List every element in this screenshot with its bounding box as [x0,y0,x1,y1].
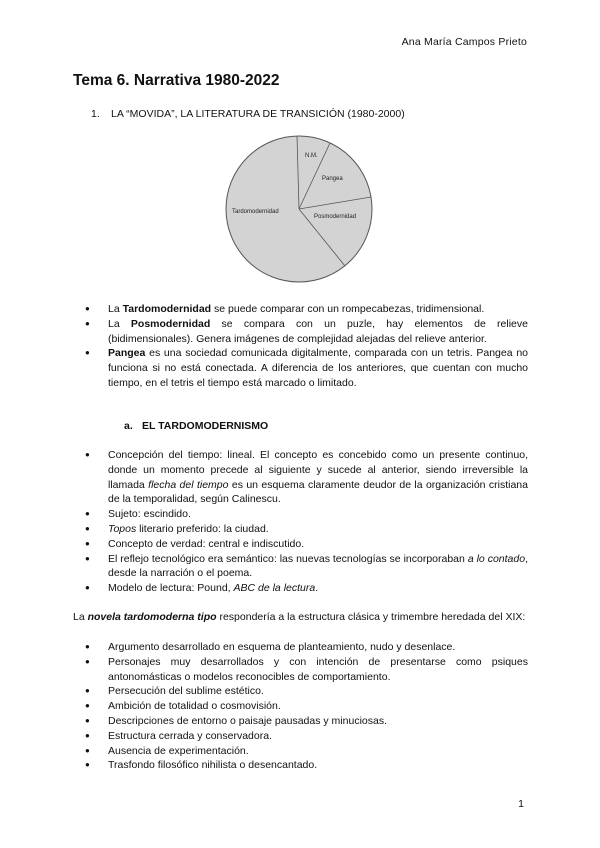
section-number: 1. [91,108,100,120]
list-item: ● Concepción del tiempo: lineal. El concepto es concebido como un presente continuo, donde un momento precede al siguiente y sucede al anterior, siendo irreversible la llamada flecha del tiempo es un esquema claramente deudor de la organización cristiana de la temporalidad, según Calinescu. [82,448,528,507]
list-item: ● Modelo de lectura: Pound, ABC de la lectura. [82,581,528,596]
subsection-letter: a. [124,420,133,432]
page-number: 1 [518,798,524,810]
list-item: ● Concepto de verdad: central e indiscutido. [82,537,528,552]
subsection-heading [124,420,268,432]
bullet-list-tardomodernismo [82,448,528,596]
list-item: ● Descripciones de entorno o paisaje pausadas y minuciosas. [82,714,528,729]
pie-label-pangea: Pangea [322,176,343,182]
intro-paragraph: La novela tardomoderna tipo respondería a la estructura clásica y trimembre heredada del XIX: [73,611,526,623]
section-title: LA “MOVIDA”, LA LITERATURA DE TRANSICIÓN (1980-2000) [111,108,405,120]
section-heading [91,108,405,120]
list-item: ● Estructura cerrada y conservadora. [82,729,528,744]
list-item: ● La Tardomodernidad se puede comparar con un rompecabezas, tridimensional. [82,302,528,317]
page-title: Tema 6. Narrativa 1980-2022 [73,72,280,89]
list-item: ● Sujeto: escindido. [82,507,528,522]
list-item: ● Trasfondo filosófico nihilista o desencantado. [82,758,528,773]
pie-diagram [224,134,374,284]
subsection-title: EL TARDOMODERNISMO [142,420,269,432]
list-item: ● Pangea es una sociedad comunicada digitalmente, comparada con un tetris. Pangea no funciona si no está conectada. A diferencia de los anteriores, que cuentan con mucho tiempo, en el tetris el tiempo está marcado o limitado. [82,346,528,390]
list-item: ● Ausencia de experimentación. [82,744,528,759]
list-item: ● La Posmodernidad se compara con un puzle, hay elementos de relieve (bidimensionales). Genera imágenes de complejidad alejadas del relieve anterior. [82,317,528,347]
pie-label-tardomodernidad: Tardomodernidad [232,209,279,215]
list-item: ● Ambición de totalidad o cosmovisión. [82,699,528,714]
list-item: ● Persecución del sublime estético. [82,684,528,699]
bullet-list-ages [82,302,528,391]
header-author: Ana María Campos Prieto [401,36,527,48]
bullet-list-novela [82,640,528,773]
pie-label-nm: N.M. [305,153,318,159]
pie-label-posmodernidad: Posmodernidad [314,214,357,220]
list-item: ● Topos literario preferido: la ciudad. [82,522,528,537]
list-item: ● Argumento desarrollado en esquema de planteamiento, nudo y desenlace. [82,640,528,655]
list-item: ● El reflejo tecnológico era semántico: las nuevas tecnologías se incorporaban a lo contado, desde la narración o el poema. [82,552,528,582]
list-item: ● Personajes muy desarrollados y con intención de presentarse como psiques antonomásticas o modelos reconocibles de comportamiento. [82,655,528,685]
